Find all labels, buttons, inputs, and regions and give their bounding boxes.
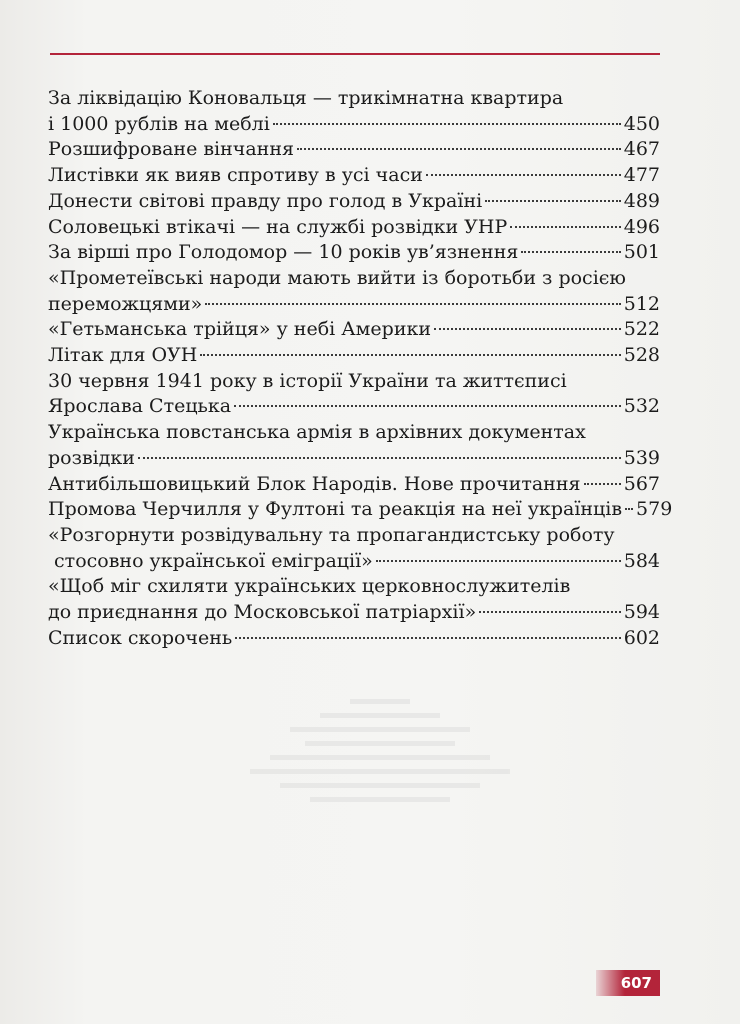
toc-entry xyxy=(48,523,660,574)
toc-entry-title: стосовно української еміграції» xyxy=(48,549,373,572)
toc-entry-title: Листівки як вияв спротиву в усі часи xyxy=(48,164,423,187)
toc-entry-last-line xyxy=(48,549,660,575)
toc-entry xyxy=(48,497,673,523)
show-through-text xyxy=(230,690,530,990)
toc-entry-title: За вірші про Голодомор — 10 років ув’язнення xyxy=(48,241,519,264)
toc-entry xyxy=(48,369,660,420)
toc-entry-title-line: За ліквідацію Коновальця — трикімнатна квартира xyxy=(48,87,564,109)
toc-entry-last-line xyxy=(48,112,660,138)
toc-page-number: 450 xyxy=(623,112,660,135)
dot-leader xyxy=(297,148,621,150)
toc-entry-title-line: «Щоб міг схиляти українських церковнослужителів xyxy=(48,575,571,598)
dot-leader xyxy=(234,405,621,407)
toc-page-number: 532 xyxy=(623,395,660,418)
page-number-badge: 607 xyxy=(596,970,660,996)
toc-page-number: 539 xyxy=(623,446,660,469)
toc-entry-last-line xyxy=(48,317,660,343)
toc-entry-title: Літак для ОУН xyxy=(48,344,198,367)
toc-entry xyxy=(48,574,660,625)
toc-entry-title-line: Українська повстанська армія в архівних документах xyxy=(48,421,586,444)
dot-leader xyxy=(235,637,621,639)
toc-entry xyxy=(48,472,660,498)
toc-entry-title-line: «Прометеївські народи мають вийти із боротьби з росією xyxy=(48,266,626,289)
toc-page-number: 584 xyxy=(623,549,660,572)
dot-leader xyxy=(479,611,621,613)
toc-page-number: 501 xyxy=(623,241,660,264)
toc-entry-title: переможцями» xyxy=(48,292,203,315)
toc-entry xyxy=(48,420,660,471)
toc-entry-title: і 1000 рублів на меблі xyxy=(48,112,270,135)
toc-entry-title-line: 30 червня 1941 року в історії України та життєписі xyxy=(48,369,567,392)
toc-entry-title: «Гетьманська трійця» у небі Америки xyxy=(48,318,432,341)
toc-entry-title: Ярослава Стецька xyxy=(48,395,232,418)
dot-leader xyxy=(138,457,621,459)
toc-entry xyxy=(48,343,660,369)
toc-page-number: 567 xyxy=(623,472,660,495)
toc-entry xyxy=(48,189,660,215)
dot-leader xyxy=(521,251,620,253)
dot-leader xyxy=(434,328,621,330)
toc-entry-title: Промова Черчилля у Фултоні та реакція на неї українців xyxy=(48,498,623,521)
toc-page-number: 579 xyxy=(636,498,673,521)
toc-entry xyxy=(48,137,660,163)
toc-entry-last-line xyxy=(48,292,660,318)
toc-entry-title: Список скорочень xyxy=(48,626,233,649)
dot-leader xyxy=(584,483,621,485)
dot-leader xyxy=(426,174,621,176)
dot-leader xyxy=(485,200,621,202)
toc-entry xyxy=(48,86,660,137)
toc-entry-last-line xyxy=(48,240,660,266)
dot-leader xyxy=(625,508,633,510)
toc-entry-title: Донести світові правду про голод в Україні xyxy=(48,189,483,212)
toc-page-number: 496 xyxy=(623,215,660,238)
toc-page-number: 522 xyxy=(623,318,660,341)
dot-leader xyxy=(376,560,621,562)
toc-page-number: 512 xyxy=(623,292,660,315)
toc-entry-last-line xyxy=(48,163,660,189)
toc-entry xyxy=(48,317,660,343)
dot-leader xyxy=(510,226,620,228)
toc-entry-title: Антибільшовицький Блок Народів. Нове прочитання xyxy=(48,472,581,495)
table-of-contents xyxy=(48,86,673,651)
toc-entry-title: Соловецькі втікачі — на службі розвідки УНР xyxy=(48,215,508,238)
toc-entry-last-line xyxy=(48,394,660,420)
toc-page-number: 594 xyxy=(623,601,660,624)
dot-leader xyxy=(273,123,621,125)
dot-leader xyxy=(205,303,620,305)
toc-page-number: 477 xyxy=(623,164,660,187)
toc-entry-last-line xyxy=(48,189,660,215)
toc-entry xyxy=(48,626,660,652)
toc-entry-last-line xyxy=(48,137,660,163)
header-rule xyxy=(50,53,660,55)
toc-entry-last-line xyxy=(48,446,660,472)
toc-entry-title: до приєднання до Московської патріархії» xyxy=(48,601,477,624)
toc-page-number: 528 xyxy=(623,344,660,367)
toc-entry-last-line xyxy=(48,497,673,523)
toc-entry-last-line xyxy=(48,343,660,369)
toc-entry-title-line: «Розгорнути розвідувальну та пропагандистську роботу xyxy=(48,523,615,546)
toc-entry-last-line xyxy=(48,215,660,241)
toc-page-number: 467 xyxy=(623,138,660,161)
toc-entry-last-line xyxy=(48,626,660,652)
toc-entry-title: розвідки xyxy=(48,446,135,469)
toc-entry-last-line xyxy=(48,600,660,626)
toc-entry xyxy=(48,215,660,241)
toc-page-number: 489 xyxy=(623,189,660,212)
toc-entry xyxy=(48,240,660,266)
toc-entry xyxy=(48,163,660,189)
toc-page-number: 602 xyxy=(623,626,660,649)
toc-entry-title: Розшифроване вінчання xyxy=(48,138,294,161)
toc-entry-last-line xyxy=(48,472,660,498)
toc-entry xyxy=(48,266,660,317)
dot-leader xyxy=(200,354,620,356)
